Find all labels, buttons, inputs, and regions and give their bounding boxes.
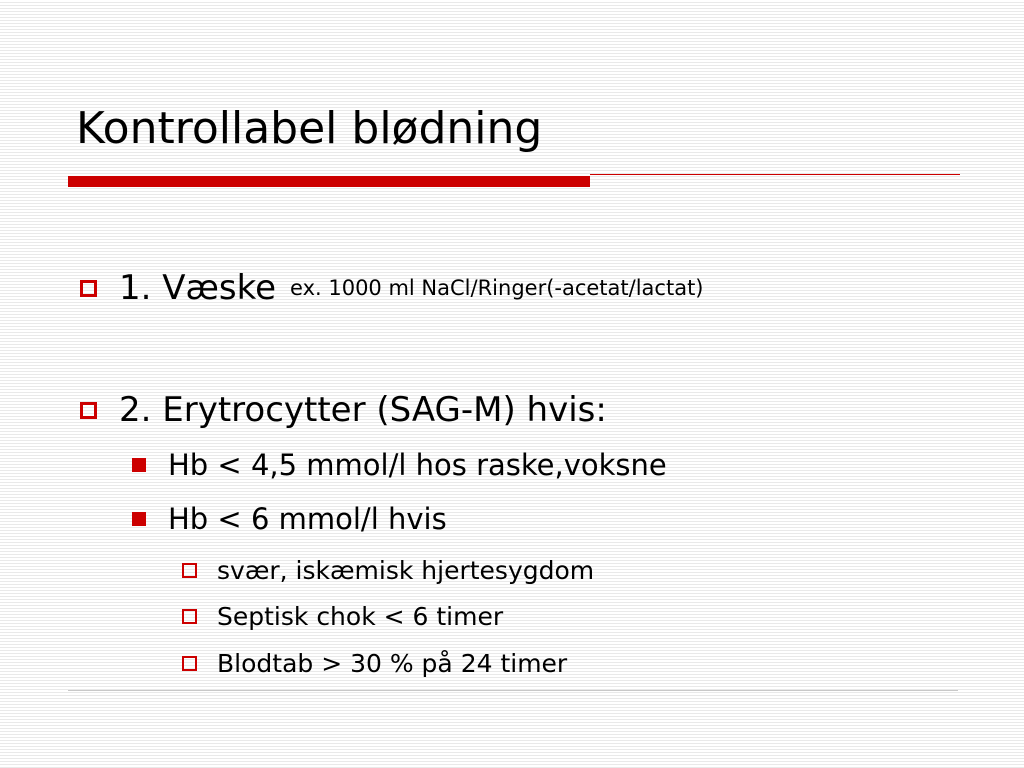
bullet-fluid — [80, 268, 704, 308]
slide-title: Kontrollabel blødning — [76, 103, 543, 154]
filled-square-bullet-icon — [132, 512, 146, 526]
hollow-square-bullet-icon — [182, 563, 197, 578]
sub-sub-bullet-heart-disease — [182, 556, 594, 585]
sub-bullet-hb-conditions — [132, 502, 447, 536]
bullet-fluid-note: ex. 1000 ml NaCl/Ringer(-acetat/lactat) — [290, 276, 704, 300]
sub-sub-bullet-heart-disease-text: svær, iskæmisk hjertesygdom — [217, 556, 595, 585]
hollow-square-bullet-icon — [80, 402, 97, 419]
title-underline-thick — [68, 176, 590, 187]
bullet-erythrocytes-text: 2. Erytrocytter (SAG-M) hvis: — [119, 390, 607, 430]
hollow-square-bullet-icon — [182, 609, 197, 624]
bullet-fluid-text: 1. Væske — [119, 268, 277, 308]
sub-sub-bullet-blood-loss-text: Blodtab > 30 % på 24 timer — [217, 649, 568, 678]
footer-divider — [68, 690, 958, 691]
bullet-erythrocytes — [80, 390, 607, 430]
hollow-square-bullet-icon — [182, 656, 197, 671]
hollow-square-bullet-icon — [80, 280, 97, 297]
sub-sub-bullet-septic-shock — [182, 602, 503, 631]
sub-bullet-hb-healthy — [132, 448, 667, 482]
sub-bullet-hb-conditions-text: Hb < 6 mmol/l hvis — [168, 502, 447, 536]
sub-sub-bullet-septic-shock-text: Septisk chok < 6 timer — [217, 602, 504, 631]
title-underline-thin — [590, 174, 960, 175]
sub-bullet-hb-healthy-text: Hb < 4,5 mmol/l hos raske,voksne — [168, 448, 667, 482]
sub-sub-bullet-blood-loss — [182, 649, 567, 678]
filled-square-bullet-icon — [132, 458, 146, 472]
